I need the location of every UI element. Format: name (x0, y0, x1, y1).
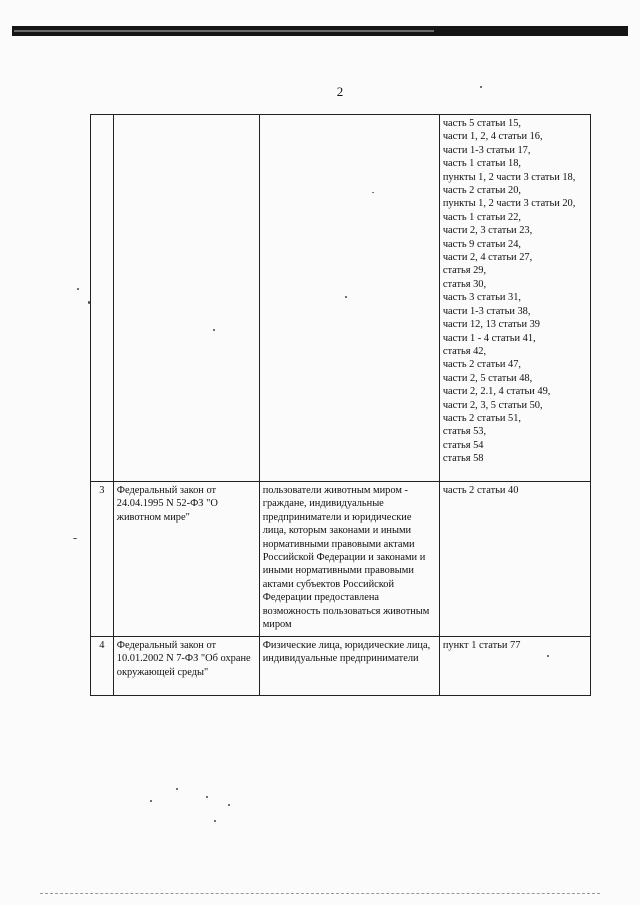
article-line: статья 54 (442, 439, 484, 451)
article-line: части 1, 2, 4 статьи 16, (442, 131, 543, 143)
article-line: части 1-3 статьи 17, (442, 144, 531, 156)
scan-speck (77, 288, 79, 290)
scan-speck (214, 820, 216, 822)
table-row (91, 637, 591, 696)
cell-subjects: пользователи животным миром - граждане, индивидуальные предприниматели и юридические лица, которым законами и иными нормативными правовыми актами Российской Федерации и законами и иными нормативными правовыми актами субъектов Российской Федерации предоставлена возможность пользоваться животным миром (259, 482, 439, 637)
table-row (91, 115, 591, 482)
scan-speck (150, 800, 152, 802)
cell-number: 4 (91, 637, 114, 696)
article-line: часть 1 статьи 22, (442, 211, 521, 223)
scan-speck (176, 788, 178, 790)
article-line: часть 5 статьи 15, (442, 118, 521, 129)
article-line: части 1 - 4 статьи 41, (442, 332, 536, 344)
article-line: части 2, 3, 5 статьи 50, (442, 399, 543, 411)
cell-law: Федеральный закон от 10.01.2002 N 7-ФЗ "Об охране окружающей среды" (113, 637, 259, 696)
article-line: части 2, 5 статьи 48, (442, 372, 533, 384)
cell-law: Федеральный закон от 24.04.1995 N 52-ФЗ "О животном мире" (113, 482, 259, 637)
article-line: части 2, 3 статьи 23, (442, 225, 533, 237)
cell-articles: часть 2 статьи 40 (439, 482, 590, 637)
table-row (91, 482, 591, 637)
article-line: статья 42, (442, 345, 487, 357)
article-line: часть 2 статьи 51, (442, 412, 521, 424)
scan-speck (206, 796, 208, 798)
scan-speck (480, 86, 482, 88)
article-line: статья 29, (442, 265, 487, 277)
scan-speck (547, 655, 549, 657)
scan-speck (213, 329, 215, 331)
article-line: статья 30, (442, 278, 487, 290)
article-line: части 1-3 статьи 38, (442, 305, 531, 317)
cell-articles: пункт 1 статьи 77 (439, 637, 590, 696)
page-number: 2 (336, 84, 344, 99)
cell-number (91, 115, 114, 482)
article-line: часть 2 статьи 20, (442, 185, 521, 197)
article-line: часть 1 статьи 18, (442, 158, 521, 170)
cell-articles (439, 115, 590, 482)
scan-speck (372, 192, 374, 193)
article-line: части 12, 13 статьи 39 (442, 319, 541, 331)
article-line: часть 2 статьи 47, (442, 359, 521, 371)
article-line: части 2, 4 статьи 27, (442, 252, 533, 264)
scan-speck (88, 301, 90, 304)
regulation-table (90, 114, 591, 696)
scan-top-border-inner (14, 30, 434, 32)
article-line: статья 58 (442, 453, 484, 465)
cell-number: 3 (91, 482, 114, 637)
article-line: часть 9 статьи 24, (442, 238, 521, 250)
cell-subjects: Физические лица, юридические лица, индивидуальные предприниматели (259, 637, 439, 696)
article-line: статья 53, (442, 426, 487, 438)
scan-speck (228, 804, 230, 806)
article-line: пункты 1, 2 части 3 статьи 18, (442, 171, 576, 183)
scan-bottom-edge (40, 893, 600, 895)
scan-speck (345, 296, 347, 298)
article-line: часть 3 статьи 31, (442, 292, 521, 304)
scan-speck (73, 538, 77, 539)
article-line: пункты 1, 2 части 3 статьи 20, (442, 198, 576, 210)
cell-law (113, 115, 259, 482)
article-line: части 2, 2.1, 4 статьи 49, (442, 386, 551, 398)
cell-subjects (259, 115, 439, 482)
